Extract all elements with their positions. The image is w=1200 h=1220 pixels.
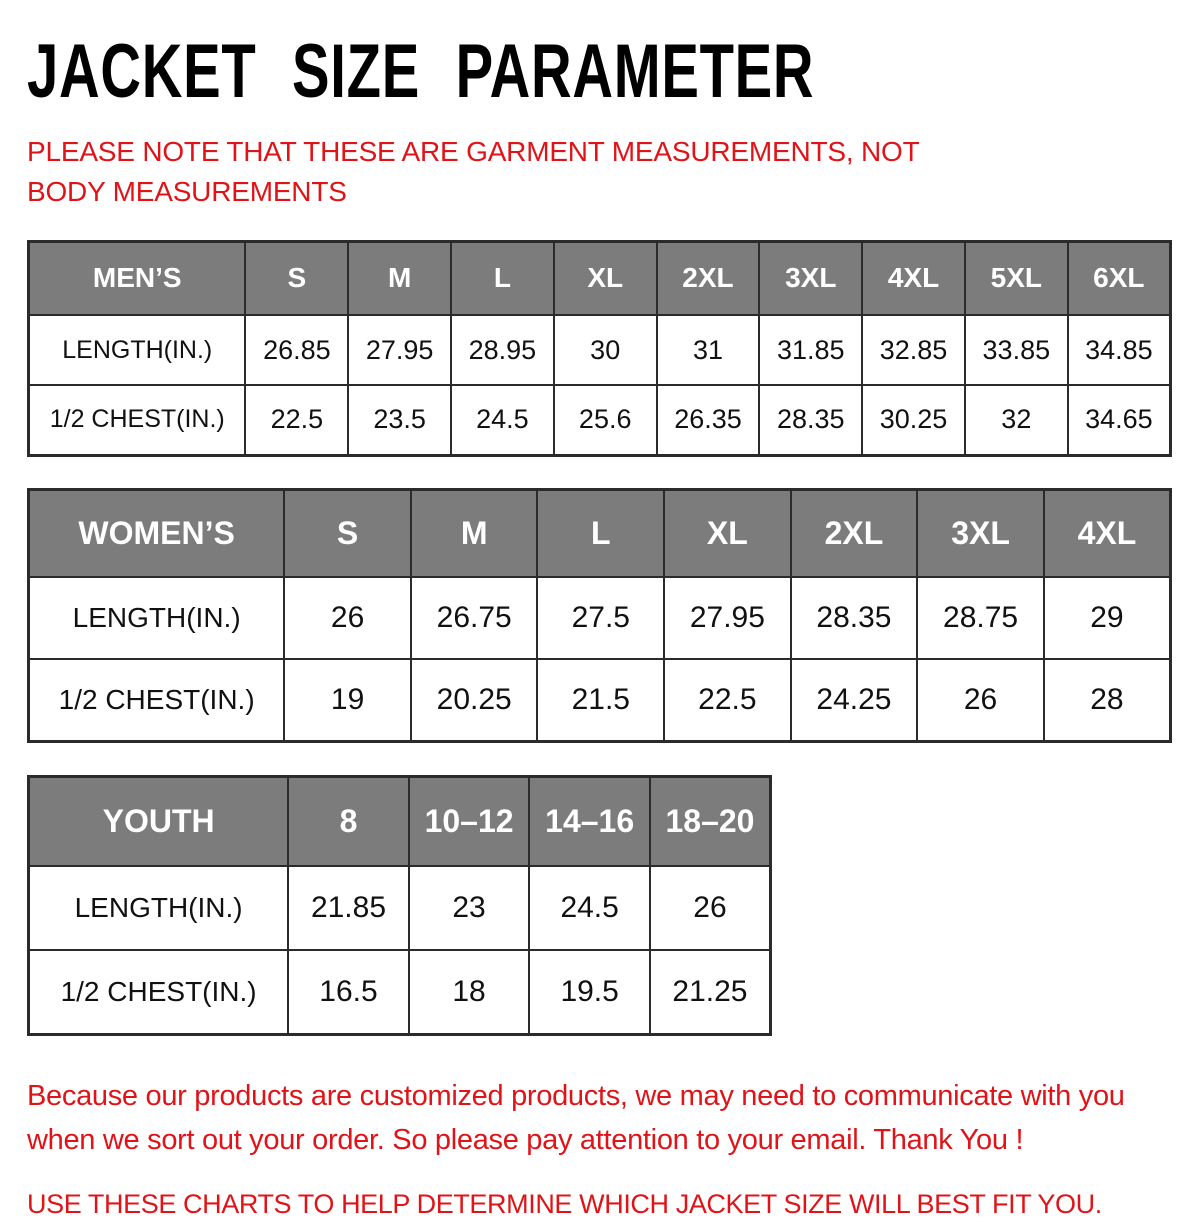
measurement-value: 30.25 [862,385,965,455]
row-label: 1/2 CHEST(IN.) [29,659,285,741]
measurement-value: 22.5 [664,659,791,741]
column-header: 4XL [1044,489,1171,577]
row-label: 1/2 CHEST(IN.) [29,385,246,455]
column-header: 3XL [759,241,862,315]
measurement-value: 34.65 [1068,385,1171,455]
measurement-value: 26 [917,659,1044,741]
measurement-value: 33.85 [965,315,1068,385]
measurement-value: 24.5 [451,385,554,455]
measurement-value: 32.85 [862,315,965,385]
measurement-value: 19 [284,659,411,741]
measurement-value: 28.75 [917,577,1044,659]
customization-notice: Because our products are customized products, we may need to communicate with you when we sort out your order. So please pay attention to your email. Thank You ! [27,1079,1125,1157]
womens-header-row [29,489,1171,577]
column-header: 10–12 [409,776,530,866]
column-header: 2XL [791,489,918,577]
mens-header-row [29,241,1171,315]
womens-size-table [27,488,1172,743]
garment-measurement-note: PLEASE NOTE THAT THESE ARE GARMENT MEASUREMENTS, NOT BODY MEASUREMENTS [27,136,920,207]
row-label: LENGTH(IN.) [29,866,289,950]
measurement-value: 31 [657,315,760,385]
row-label: 1/2 CHEST(IN.) [29,950,289,1034]
column-header: 4XL [862,241,965,315]
column-header: MEN’S [29,241,246,315]
column-header: M [348,241,451,315]
measurement-value: 28 [1044,659,1171,741]
measurement-value: 26.75 [411,577,538,659]
measurement-value: 34.85 [1068,315,1171,385]
measurement-value: 28.95 [451,315,554,385]
column-header: 6XL [1068,241,1171,315]
measurement-value: 30 [554,315,657,385]
measurement-value: 21.5 [537,659,664,741]
column-header: WOMEN’S [29,489,285,577]
measurement-value: 28.35 [759,385,862,455]
table-row [29,385,1171,455]
measurement-value: 32 [965,385,1068,455]
column-header: YOUTH [29,776,289,866]
measurement-value: 24.5 [529,866,650,950]
table-row [29,950,771,1034]
measurement-value: 31.85 [759,315,862,385]
measurement-value: 28.35 [791,577,918,659]
column-header: L [451,241,554,315]
column-header: 14–16 [529,776,650,866]
column-header: 3XL [917,489,1044,577]
column-header: 5XL [965,241,1068,315]
column-header: 18–20 [650,776,771,866]
youth-header-row [29,776,771,866]
measurement-value: 22.5 [245,385,348,455]
measurement-value: 16.5 [288,950,409,1034]
measurement-value: 26.35 [657,385,760,455]
measurement-value: 24.25 [791,659,918,741]
column-header: XL [554,241,657,315]
table-row [29,866,771,950]
table-row [29,315,1171,385]
column-header: S [284,489,411,577]
row-label: LENGTH(IN.) [29,315,246,385]
measurement-value: 20.25 [411,659,538,741]
page-title: JACKET SIZE PARAMETER [27,29,815,114]
table-row [29,659,1171,741]
row-label: LENGTH(IN.) [29,577,285,659]
measurement-value: 26 [284,577,411,659]
measurement-value: 21.85 [288,866,409,950]
measurement-value: 27.95 [664,577,791,659]
measurement-value: 25.6 [554,385,657,455]
column-header: 8 [288,776,409,866]
measurement-value: 27.95 [348,315,451,385]
measurement-value: 19.5 [529,950,650,1034]
youth-size-table [27,775,772,1036]
table-row [29,577,1171,659]
measurement-value: 26 [650,866,771,950]
measurement-value: 21.25 [650,950,771,1034]
measurement-value: 29 [1044,577,1171,659]
measurement-value: 18 [409,950,530,1034]
column-header: 2XL [657,241,760,315]
column-header: M [411,489,538,577]
measurement-value: 23.5 [348,385,451,455]
column-header: XL [664,489,791,577]
column-header: S [245,241,348,315]
mens-size-table [27,240,1172,457]
measurement-value: 26.85 [245,315,348,385]
measurement-value: 27.5 [537,577,664,659]
column-header: L [537,489,664,577]
chart-usage-hint: USE THESE CHARTS TO HELP DETERMINE WHICH JACKET SIZE WILL BEST FIT YOU. [27,1189,1102,1220]
measurement-value: 23 [409,866,530,950]
